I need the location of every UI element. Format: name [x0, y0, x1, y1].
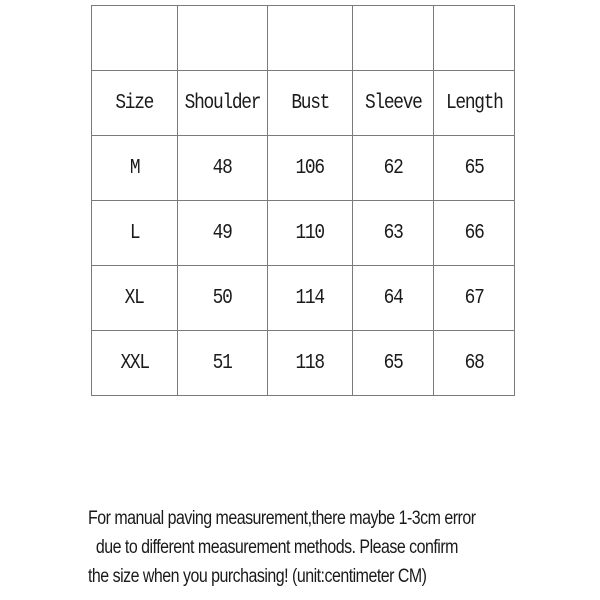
cell-sleeve: 63 — [352, 201, 433, 266]
empty-cell — [92, 6, 178, 71]
note-line: the size when you purchasing! (unit:centimeter CM) — [88, 566, 427, 587]
cell-size: XXL — [92, 331, 178, 396]
image-row — [92, 6, 515, 71]
empty-cell — [178, 6, 268, 71]
cell-length: 66 — [433, 201, 514, 266]
size-chart-table — [91, 5, 515, 396]
table-row — [92, 136, 515, 201]
cell-length: 65 — [433, 136, 514, 201]
header-shoulder: Shoulder — [178, 71, 268, 136]
table-row — [92, 331, 515, 396]
cell-size: L — [92, 201, 178, 266]
table-row — [92, 266, 515, 331]
empty-cell — [433, 6, 514, 71]
cell-bust: 110 — [267, 201, 352, 266]
cell-sleeve: 62 — [352, 136, 433, 201]
empty-cell — [267, 6, 352, 71]
header-sleeve: Sleeve — [352, 71, 433, 136]
empty-cell — [352, 6, 433, 71]
cell-sleeve: 64 — [352, 266, 433, 331]
cell-sleeve: 65 — [352, 331, 433, 396]
cell-bust: 114 — [267, 266, 352, 331]
cell-size: XL — [92, 266, 178, 331]
note-line: For manual paving measurement,there maybe 1-3cm error — [88, 508, 476, 529]
note-line: due to different measurement methods. Please confirm — [88, 537, 458, 558]
cell-shoulder: 49 — [178, 201, 268, 266]
cell-size: M — [92, 136, 178, 201]
header-length: Length — [433, 71, 514, 136]
header-bust: Bust — [267, 71, 352, 136]
cell-shoulder: 50 — [178, 266, 268, 331]
cell-shoulder: 48 — [178, 136, 268, 201]
cell-length: 67 — [433, 266, 514, 331]
header-size: Size — [92, 71, 178, 136]
cell-bust: 106 — [267, 136, 352, 201]
cell-bust: 118 — [267, 331, 352, 396]
measurement-note — [88, 504, 476, 591]
table-row — [92, 201, 515, 266]
cell-length: 68 — [433, 331, 514, 396]
header-row — [92, 71, 515, 136]
cell-shoulder: 51 — [178, 331, 268, 396]
